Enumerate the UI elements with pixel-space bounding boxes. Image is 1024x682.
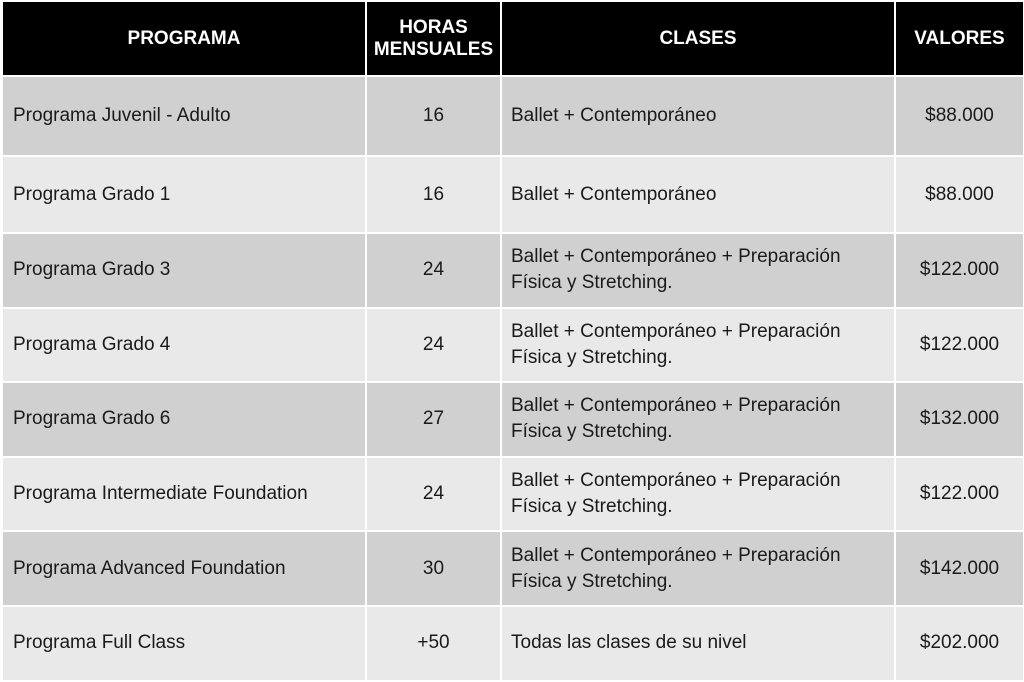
cell-clases: Ballet + Contemporáneo + Preparación Física y Stretching. (501, 382, 895, 457)
cell-valor: $122.000 (895, 457, 1024, 532)
cell-clases: Ballet + Contemporáneo + Preparación Física y Stretching. (501, 531, 895, 606)
cell-horas: 30 (366, 531, 501, 606)
cell-valor: $142.000 (895, 531, 1024, 606)
cell-horas: 24 (366, 457, 501, 532)
header-horas (366, 1, 501, 76)
cell-horas: 24 (366, 233, 501, 308)
table-header (2, 1, 1024, 76)
header-horas-line1: HORAS (399, 16, 468, 38)
header-programa: PROGRAMA (2, 1, 366, 76)
cell-horas: +50 (366, 606, 501, 681)
table-row (2, 531, 1024, 606)
cell-programa: Programa Advanced Foundation (2, 531, 366, 606)
cell-clases: Ballet + Contemporáneo (501, 156, 895, 233)
cell-clases: Todas las clases de su nivel (501, 606, 895, 681)
table-row (2, 156, 1024, 233)
cell-clases: Ballet + Contemporáneo + Preparación Física y Stretching. (501, 233, 895, 308)
cell-valor: $132.000 (895, 382, 1024, 457)
table-row (2, 457, 1024, 532)
cell-programa: Programa Intermediate Foundation (2, 457, 366, 532)
header-row (2, 1, 1024, 76)
cell-horas: 16 (366, 156, 501, 233)
table-row (2, 76, 1024, 156)
table-body (2, 76, 1024, 681)
cell-clases: Ballet + Contemporáneo + Preparación Física y Stretching. (501, 308, 895, 383)
cell-valor: $122.000 (895, 233, 1024, 308)
cell-horas: 24 (366, 308, 501, 383)
cell-clases: Ballet + Contemporáneo + Preparación Física y Stretching. (501, 457, 895, 532)
pricing-table (1, 0, 1024, 682)
header-valores: VALORES (895, 1, 1024, 76)
cell-programa: Programa Grado 6 (2, 382, 366, 457)
cell-clases: Ballet + Contemporáneo (501, 76, 895, 156)
cell-programa: Programa Juvenil - Adulto (2, 76, 366, 156)
cell-horas: 16 (366, 76, 501, 156)
cell-programa: Programa Full Class (2, 606, 366, 681)
cell-valor: $88.000 (895, 156, 1024, 233)
table-row (2, 606, 1024, 681)
table-row (2, 308, 1024, 383)
cell-valor: $202.000 (895, 606, 1024, 681)
cell-programa: Programa Grado 4 (2, 308, 366, 383)
cell-valor: $88.000 (895, 76, 1024, 156)
cell-valor: $122.000 (895, 308, 1024, 383)
table-row (2, 233, 1024, 308)
table-row (2, 382, 1024, 457)
header-horas-line2: MENSUALES (373, 38, 494, 60)
cell-horas: 27 (366, 382, 501, 457)
header-clases: CLASES (501, 1, 895, 76)
cell-programa: Programa Grado 3 (2, 233, 366, 308)
cell-programa: Programa Grado 1 (2, 156, 366, 233)
